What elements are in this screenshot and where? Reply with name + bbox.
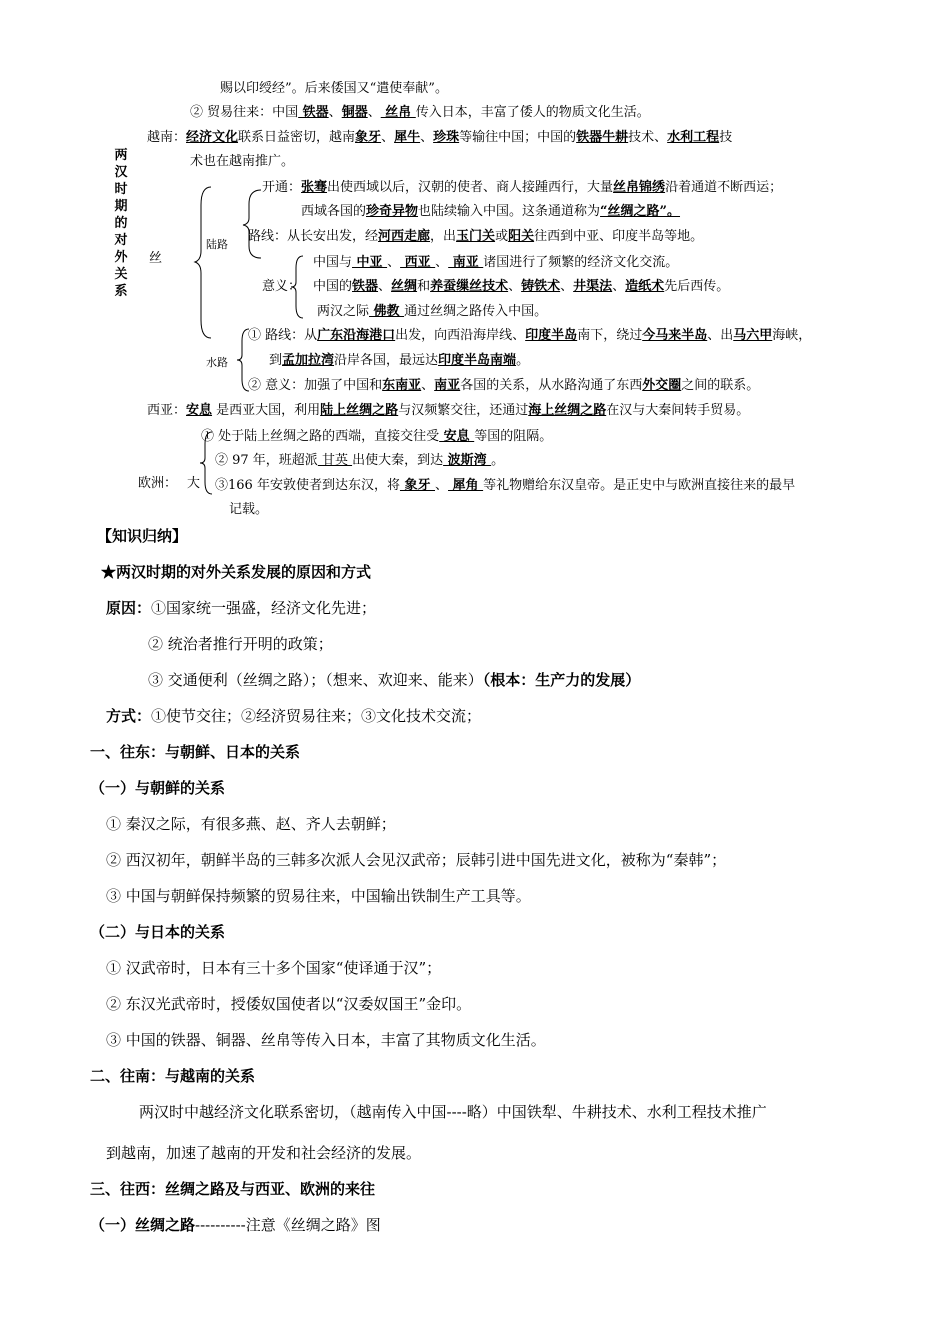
europe-line-2 (215, 452, 504, 470)
text: 是西亚大国，利用 (212, 403, 321, 418)
keyword: 玉门关 (456, 229, 496, 244)
text: ② 贸易往来：中国 (190, 105, 299, 120)
keyword: 珍珠 (433, 130, 460, 145)
text: 出发，向西沿海岸线、 (395, 328, 526, 343)
text: 中国的 (313, 279, 353, 294)
silk-brace (195, 185, 213, 340)
text: 等国的阻隔。 (474, 429, 553, 444)
text: 沿岸各国，最远达 (334, 353, 439, 368)
title-char: 对 (114, 233, 128, 248)
heading-west: 三、往西：丝绸之路及与西亚、欧洲的来往 (90, 1180, 376, 1198)
keyword: 养蚕缫丝技术 (430, 279, 509, 294)
text: 到 (269, 353, 283, 368)
keyword: 印度半岛南端 (438, 353, 517, 368)
keyword: 丝绸 (391, 279, 418, 294)
label: 越南： (147, 130, 187, 145)
text: 与汉频繁交往，还通过 (398, 403, 529, 418)
korea-item-1: ① 秦汉之际，有很多燕、赵、齐人去朝鲜； (106, 815, 396, 833)
keyword: 南亚 (448, 255, 484, 270)
title-char: 期 (114, 199, 128, 214)
star-heading: ★两汉时期的对外关系发展的原因和方式 (101, 563, 372, 581)
keyword: 犀角 (448, 478, 484, 493)
text-line: 赐以印绶经”。后来倭国又“遣使奉献”。 (220, 81, 448, 96)
keyword: 陆上丝绸之路 (320, 403, 399, 418)
text: 海峡， (772, 328, 812, 343)
text: ③ 交通便利（丝绸之路）；（想来、欢迎来、能来） (148, 671, 483, 689)
keyword: 经济文化 (186, 130, 239, 145)
text: 西域各国的 (301, 204, 367, 219)
keyword: 中亚 (352, 255, 388, 270)
label: 方式： (106, 707, 152, 725)
text: （一）丝绸之路 (90, 1216, 196, 1234)
keyword: 今马来半岛 (642, 328, 708, 343)
sea-route-line-1 (248, 327, 811, 345)
text: 往西到中亚、印度半岛等地。 (534, 229, 704, 244)
title-char: 两 (114, 148, 128, 163)
keyword: 东南亚 (382, 378, 422, 393)
reason-line-1 (106, 598, 376, 618)
reason-line-3 (148, 670, 640, 690)
text: 、 (420, 130, 434, 145)
text: 之间的联系。 (681, 378, 760, 393)
heading-japan: （二）与日本的关系 (90, 923, 226, 941)
keyword: 铁器牛耕 (576, 130, 629, 145)
sea-route-line-2 (269, 352, 529, 370)
text: ① 路线：从 (248, 328, 318, 343)
korea-item-2: ② 西汉初年，朝鲜半岛的三韩多次派人会见汉武帝；辰韩引进中国先进文化，被称为“秦韩”； (106, 851, 727, 869)
title-char: 系 (114, 284, 128, 299)
label: 原因： (106, 599, 152, 617)
way-line (106, 706, 481, 726)
text: 、 (381, 130, 395, 145)
title-char: 外 (114, 250, 128, 265)
significance-line-3 (317, 303, 547, 321)
text: ，出 (430, 229, 457, 244)
significance-line-2 (313, 278, 729, 296)
label: 开通： (262, 180, 302, 195)
europe-line-4: 记载。 (229, 502, 269, 517)
text: 路线：从长安出发，经 (248, 229, 379, 244)
keyword: “丝绸之路”。 (600, 204, 681, 219)
keyword: 铁器 (352, 279, 379, 294)
text-line: 术也在越南推广。 (190, 154, 295, 169)
title-char: 时 (114, 182, 128, 197)
heading-east: 一、往东：与朝鲜、日本的关系 (90, 743, 301, 761)
keyword: 广东沿海港口 (317, 328, 396, 343)
keyword: 外交圈 (642, 378, 682, 393)
text: 传入日本，丰富了倭人的物质文化生活。 (415, 105, 650, 120)
text: 、 (387, 255, 401, 270)
sea-significance-line (248, 377, 759, 395)
text: 、 (508, 279, 522, 294)
title-char: 汉 (114, 165, 128, 180)
heading-silk-road (90, 1215, 381, 1235)
title-char: 关 (114, 267, 128, 282)
text: 或 (495, 229, 509, 244)
significance-label: 意义： (262, 279, 302, 294)
keyword: 铸铁术 (521, 279, 561, 294)
keyword: 珍奇异物 (366, 204, 419, 219)
vietnam-para-1: 两汉时中越经济文化联系密切，（越南传入中国----略）中国铁犁、牛耕技术、水利工程技术推广 (139, 1103, 767, 1121)
text: 技术、 (628, 130, 668, 145)
text: ①使节交往；②经济贸易往来；③文化技术交流； (151, 707, 482, 725)
text: ①国家统一强盛，经济文化先进； (151, 599, 377, 617)
text: ----------注意《丝绸之路》图 (195, 1216, 381, 1234)
keyword: 安息 (439, 429, 475, 444)
keyword: 西亚 (400, 255, 436, 270)
text: 也陆续输入中国。这条通道称为 (418, 204, 601, 219)
text: 、 (421, 378, 435, 393)
japan-item-1: ① 汉武帝时，日本有三十多个国家“使译通于汉”； (106, 959, 442, 977)
trade-line (190, 104, 650, 122)
japan-item-2: ② 东汉光武帝时，授倭奴国使者以“汉委奴国王”金印。 (106, 995, 472, 1013)
text: 技 (719, 130, 733, 145)
keyword: 孟加拉湾 (282, 353, 335, 368)
keyword: 印度半岛 (525, 328, 578, 343)
text: 先后西传。 (664, 279, 730, 294)
text: 、 (378, 279, 392, 294)
text: 。 (516, 353, 530, 368)
keyword: 海上丝绸之路 (528, 403, 607, 418)
significance-brace (291, 254, 305, 320)
keyword: 井渠法 (573, 279, 613, 294)
text: 、 (435, 478, 449, 493)
keyword: 波斯湾 (443, 453, 492, 468)
keyword: 河西走廊 (378, 229, 431, 244)
reason-line-2: ② 统治者推行开明的政策； (148, 635, 333, 653)
text: 各国的关系，从水路沟通了东西 (460, 378, 643, 393)
keyword: 安息 (186, 403, 213, 418)
korea-item-3: ③ 中国与朝鲜保持频繁的贸易往来，中国输出铁制生产工具等。 (106, 887, 531, 905)
land-brace (243, 188, 263, 260)
label: 西亚： (147, 403, 187, 418)
keyword: 铜器 (341, 105, 368, 120)
opening-line-2 (301, 203, 680, 221)
keyword: 象牙 (355, 130, 382, 145)
keyword: 张骞 (301, 180, 328, 195)
text: 。 (491, 453, 505, 468)
section-heading: 【知识归纳】 (97, 527, 188, 545)
text: 联系日益密切，越南 (238, 130, 356, 145)
vietnam-para-2: 到越南，加速了越南的开发和社会经济的发展。 (106, 1144, 422, 1162)
land-route-line (248, 228, 703, 246)
japan-item-3: ③ 中国的铁器、铜器、丝帛等传入日本，丰富了其物质文化生活。 (106, 1031, 546, 1049)
sea-route-label: 水路 (206, 356, 228, 369)
keyword: 造纸术 (625, 279, 665, 294)
opening-line (262, 179, 782, 197)
text: 在汉与大秦间转手贸易。 (606, 403, 750, 418)
text: ① 处于陆上丝绸之路的西端，直接交往受 (201, 429, 440, 444)
text: 、 (560, 279, 574, 294)
side-title (113, 147, 129, 300)
heading-south: 二、往南：与越南的关系 (90, 1067, 256, 1085)
text: 两汉之际 (317, 304, 370, 319)
text: ② 意义：加强了中国和 (248, 378, 383, 393)
title-char: 的 (114, 216, 128, 231)
text: 中国与 (313, 255, 353, 270)
silk-label: 丝 (149, 251, 163, 266)
text: 出使大秦，到达 (352, 453, 444, 468)
text: 、出 (707, 328, 734, 343)
text: 、 (612, 279, 626, 294)
text: 南下，绕过 (577, 328, 643, 343)
keyword: 佛教 (369, 304, 405, 319)
keyword: 丝帛 (380, 105, 416, 120)
europe-line-3 (215, 477, 795, 495)
text: 、 (328, 105, 342, 120)
west-asia-line (147, 402, 749, 420)
heading-korea: （一）与朝鲜的关系 (90, 779, 226, 797)
keyword: 铁器 (298, 105, 329, 120)
keyword: 犀牛 (394, 130, 421, 145)
text: 、 (367, 105, 381, 120)
land-route-label: 陆路 (206, 238, 228, 251)
text: （根本：生产力的发展） (482, 671, 641, 689)
text: 大 (187, 476, 201, 491)
text: 出使西域以后，汉朝的使者、商人接踵西行，大量 (327, 180, 614, 195)
keyword: 南亚 (434, 378, 461, 393)
text: 诸国进行了频繁的经济文化交流。 (483, 255, 679, 270)
keyword: 阳关 (508, 229, 535, 244)
significance-line-1 (313, 254, 678, 272)
text: 、 (435, 255, 449, 270)
europe-line-1 (201, 428, 552, 446)
text: ② 97 年，班超派 (215, 453, 318, 468)
text: 通过丝绸之路传入中国。 (404, 304, 548, 319)
keyword: 水利工程 (667, 130, 720, 145)
keyword: 丝帛锦绣 (613, 180, 666, 195)
keyword: 象牙 (399, 478, 436, 493)
text: 等输往中国；中国的 (459, 130, 577, 145)
europe-label (138, 475, 200, 493)
keyword: 甘英 (317, 453, 353, 468)
text: 和 (417, 279, 431, 294)
text: 等礼物赠给东汉皇帝。是正史中与欧洲直接往来的最早 (483, 478, 796, 493)
keyword: 马六甲 (733, 328, 773, 343)
text: ③166 年安敦使者到达东汉，将 (215, 478, 400, 493)
vietnam-line (147, 129, 732, 147)
label: 欧洲： (138, 476, 178, 491)
text: 沿着通道不断西运； (665, 180, 783, 195)
